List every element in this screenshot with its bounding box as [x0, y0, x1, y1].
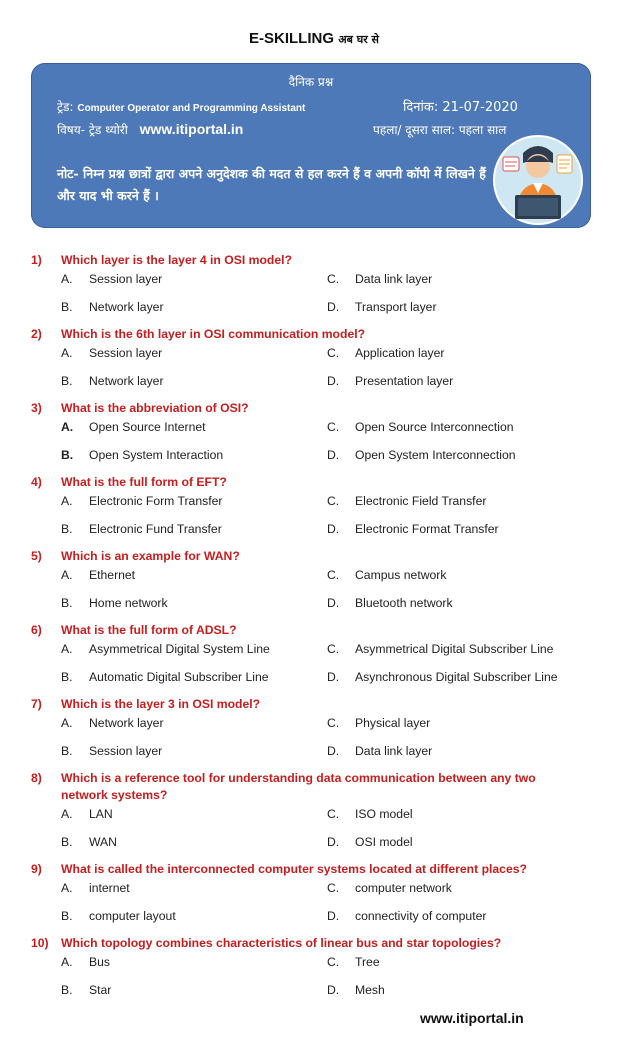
- question-text: What is the full form of EFT?: [61, 475, 227, 489]
- question-text: Which is an example for WAN?: [61, 549, 240, 563]
- option-letter: B.: [61, 448, 74, 462]
- option-group: [0, 713, 628, 771]
- option-text: Data link layer: [355, 272, 433, 286]
- option-letter: B.: [61, 300, 73, 314]
- question-item: [0, 770, 628, 861]
- option-letter: B.: [61, 909, 73, 923]
- option-text: Asymmetrical Digital Subscriber Line: [355, 642, 554, 656]
- option-text: OSI model: [355, 835, 413, 849]
- banner-heading: दैनिक प्रश्न: [288, 75, 334, 89]
- option-letter: B.: [61, 522, 73, 536]
- question-text: Which topology combines characteristics of linear bus and star topologies?: [61, 936, 502, 950]
- option-text: Open System Interconnection: [355, 448, 516, 462]
- option-letter: D.: [327, 374, 340, 388]
- option-text: Open System Interaction: [89, 448, 224, 462]
- question-text: What is called the interconnected computer systems located at different places?: [61, 862, 527, 876]
- question-heading: [0, 935, 628, 952]
- option-letter: D.: [327, 300, 340, 314]
- question-list: [0, 252, 628, 1009]
- option-group: [0, 952, 628, 1010]
- option-letter: C.: [327, 881, 340, 895]
- banner-subject: [57, 121, 243, 138]
- option-text: Session layer: [89, 346, 163, 360]
- option-text: Asymmetrical Digital System Line: [89, 642, 270, 656]
- question-item: [0, 861, 628, 935]
- question-heading: [0, 696, 628, 713]
- trade-label: ट्रेड:: [57, 100, 74, 114]
- question-item: [0, 326, 628, 400]
- question-number: 5): [31, 549, 42, 563]
- option-letter: A.: [61, 420, 74, 434]
- question-heading: [0, 861, 628, 878]
- option-letter: A.: [61, 272, 73, 286]
- option-letter: C.: [327, 568, 340, 582]
- question-item: [0, 696, 628, 770]
- option-text: Application layer: [355, 346, 445, 360]
- option-text: connectivity of computer: [355, 909, 487, 923]
- option-letter: C.: [327, 955, 340, 969]
- question-heading: [0, 770, 628, 804]
- option-letter: D.: [327, 522, 340, 536]
- option-text: Automatic Digital Subscriber Line: [89, 670, 269, 684]
- option-text: Electronic Form Transfer: [89, 494, 223, 508]
- option-group: [0, 343, 628, 401]
- option-letter: C.: [327, 642, 340, 656]
- question-number: 4): [31, 475, 42, 489]
- banner-year: पहला/ दूसरा साल: पहला साल: [373, 123, 507, 137]
- question-heading: [0, 326, 628, 343]
- question-item: [0, 548, 628, 622]
- option-letter: B.: [61, 596, 73, 610]
- option-text: Campus network: [355, 568, 447, 582]
- option-letter: B.: [61, 744, 73, 758]
- option-letter: D.: [327, 744, 340, 758]
- question-heading: [0, 622, 628, 639]
- option-text: Bluetooth network: [355, 596, 453, 610]
- option-text: Asynchronous Digital Subscriber Line: [355, 670, 558, 684]
- option-text: WAN: [89, 835, 117, 849]
- option-text: Presentation layer: [355, 374, 454, 388]
- option-text: Open Source Interconnection: [355, 420, 514, 434]
- option-letter: D.: [327, 909, 340, 923]
- option-text: ISO model: [355, 807, 413, 821]
- question-number: 7): [31, 697, 42, 711]
- trade-value: Computer Operator and Programming Assistant: [77, 103, 306, 114]
- option-letter: C.: [327, 272, 340, 286]
- question-number: 10): [31, 936, 49, 950]
- question-item: [0, 400, 628, 474]
- option-text: LAN: [89, 807, 113, 821]
- option-letter: C.: [327, 716, 340, 730]
- option-text: Bus: [89, 955, 111, 969]
- option-letter: A.: [61, 807, 73, 821]
- option-text: Home network: [89, 596, 168, 610]
- option-letter: A.: [61, 494, 73, 508]
- option-text: Network layer: [89, 300, 164, 314]
- option-letter: D.: [327, 448, 340, 462]
- option-letter: A.: [61, 568, 73, 582]
- question-number: 6): [31, 623, 42, 637]
- question-text: Which is the 6th layer in OSI communication model?: [61, 327, 366, 341]
- option-text: Transport layer: [355, 300, 437, 314]
- option-group: [0, 491, 628, 549]
- question-text: Which is the layer 3 in OSI model?: [61, 697, 261, 711]
- option-group: [0, 565, 628, 623]
- option-letter: D.: [327, 596, 340, 610]
- option-letter: A.: [61, 716, 73, 730]
- question-number: 2): [31, 327, 42, 341]
- banner-trade: [57, 98, 305, 115]
- option-letter: A.: [61, 955, 73, 969]
- question-text: What is the full form of ADSL?: [61, 623, 237, 637]
- option-group: [0, 878, 628, 936]
- info-banner: [31, 63, 591, 228]
- option-text: internet: [89, 881, 130, 895]
- option-text: computer layout: [89, 909, 176, 923]
- option-text: Network layer: [89, 716, 164, 730]
- option-text: Electronic Field Transfer: [355, 494, 487, 508]
- option-letter: C.: [327, 420, 340, 434]
- option-letter: D.: [327, 670, 340, 684]
- banner-note: नोट- निम्न प्रश्न छात्रों द्वारा अपने अनुदेशक की मदत से हल करने हैं व अपनी कॉपी में लिखने हैं और याद भी करने हैं ।: [57, 166, 486, 203]
- question-text: Which is a reference tool for understanding data communication between any two network systems?: [61, 771, 536, 802]
- question-heading: [0, 548, 628, 565]
- option-text: Open Source Internet: [89, 420, 206, 434]
- option-text: Star: [89, 983, 112, 997]
- option-text: Session layer: [89, 272, 163, 286]
- option-group: [0, 269, 628, 327]
- option-group: [0, 639, 628, 697]
- option-text: Session layer: [89, 744, 163, 758]
- question-number: 3): [31, 401, 42, 415]
- page-title-hindi: अब घर से: [338, 33, 379, 46]
- question-number: 8): [31, 771, 42, 785]
- option-letter: C.: [327, 494, 340, 508]
- option-letter: B.: [61, 983, 73, 997]
- option-letter: D.: [327, 835, 340, 849]
- option-letter: A.: [61, 642, 73, 656]
- question-item: [0, 252, 628, 326]
- question-text: Which layer is the layer 4 in OSI model?: [61, 253, 292, 267]
- option-letter: A.: [61, 346, 73, 360]
- question-number: 9): [31, 862, 42, 876]
- option-text: Mesh: [355, 983, 385, 997]
- option-letter: C.: [327, 346, 340, 360]
- option-text: computer network: [355, 881, 452, 895]
- question-heading: [0, 474, 628, 491]
- option-text: Electronic Fund Transfer: [89, 522, 222, 536]
- option-text: Data link layer: [355, 744, 433, 758]
- question-text: What is the abbreviation of OSI?: [61, 401, 249, 415]
- option-letter: D.: [327, 983, 340, 997]
- option-letter: B.: [61, 835, 73, 849]
- option-text: Electronic Format Transfer: [355, 522, 499, 536]
- question-number: 1): [31, 253, 42, 267]
- question-heading: [0, 400, 628, 417]
- option-text: Tree: [355, 955, 380, 969]
- question-item: [0, 935, 628, 1009]
- option-letter: B.: [61, 374, 73, 388]
- option-group: [0, 417, 628, 475]
- option-letter: B.: [61, 670, 73, 684]
- teacher-avatar-icon: [493, 135, 583, 225]
- option-letter: A.: [61, 881, 73, 895]
- option-text: Physical layer: [355, 716, 431, 730]
- banner-website-link[interactable]: www.itiportal.in: [139, 121, 244, 137]
- footer-website-link[interactable]: www.itiportal.in: [420, 1010, 524, 1026]
- option-group: [0, 804, 628, 862]
- page-title-english: E-SKILLING: [249, 30, 335, 47]
- option-letter: C.: [327, 807, 340, 821]
- question-item: [0, 474, 628, 548]
- option-text: Ethernet: [89, 568, 136, 582]
- question-item: [0, 622, 628, 696]
- banner-date: दिनांक: 21-07-2020: [403, 100, 518, 115]
- question-heading: [0, 252, 628, 269]
- option-text: Network layer: [89, 374, 164, 388]
- subject-text: विषय- ट्रेड थ्योरी: [57, 123, 128, 137]
- page-title: [0, 30, 628, 47]
